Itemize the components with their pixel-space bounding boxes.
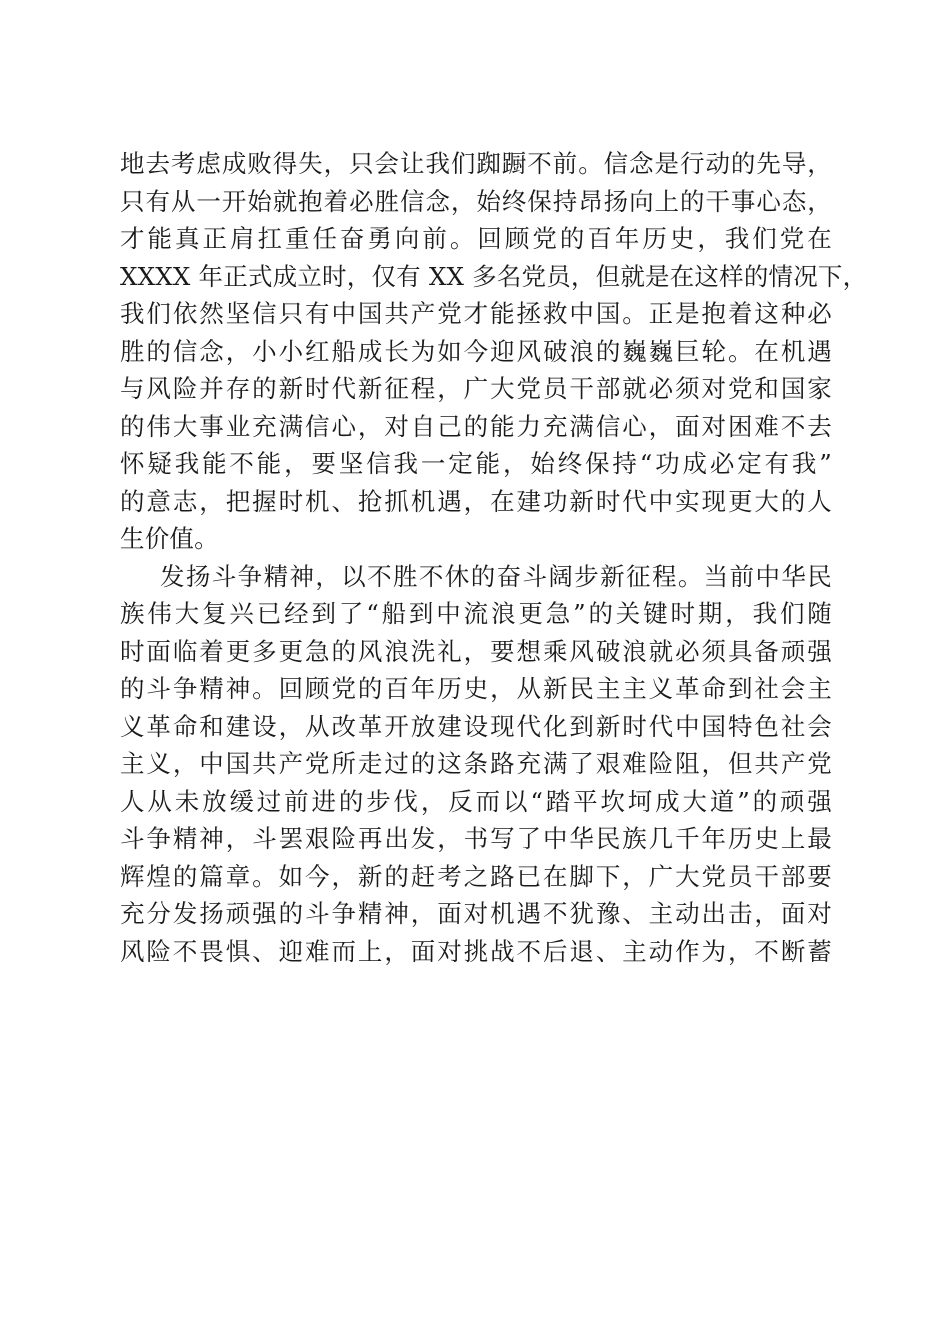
text-line: 时面临着更多更急的风浪洗礼，要想乘风破浪就必须具备顽强 [120, 636, 832, 666]
text-line: 发扬斗争精神，以不胜不休的奋斗阔步新征程。当前中华民 [160, 561, 832, 591]
text-line: 斗争精神，斗罢艰险再出发，书写了中华民族几千年历史上最 [120, 824, 832, 853]
body-text [120, 145, 868, 970]
text-line: 我们依然坚信只有中国共产党才能拯救中国。正是抱着这种必 [120, 299, 832, 328]
text-line: 义革命和建设，从改革开放建设现代化到新时代中国特色社会 [120, 711, 832, 741]
text-line: 辉煌的篇章。如今，新的赶考之路已在脚下，广大党员干部要 [120, 861, 832, 891]
text-line: 怀疑我能不能，要坚信我一定能，始终保持“功成必定有我” [120, 449, 832, 478]
text-line: 的伟大事业充满信心，对自己的能力充满信心，面对困难不去 [120, 411, 832, 441]
text-line: 人从未放缓过前进的步伐，反而以“踏平坎坷成大道”的顽强 [120, 786, 832, 816]
text-line: XXXX 年正式成立时，仅有 XX 多名党员，但就是在这样的情况下， [120, 261, 868, 291]
text-line: 的斗争精神。回顾党的百年历史，从新民主主义革命到社会主 [120, 674, 832, 703]
text-line: 地去考虑成败得失，只会让我们踟蹰不前。信念是行动的先导， [120, 149, 832, 178]
text-line: 风险不畏惧、迎难而上，面对挑战不后退、主动作为，不断蓄 [120, 936, 832, 966]
text-line: 才能真正肩扛重任奋勇向前。回顾党的百年历史，我们党在 [120, 224, 832, 253]
text-line: 充分发扬顽强的斗争精神，面对机遇不犹豫、主动出击，面对 [120, 899, 832, 928]
text-line: 族伟大复兴已经到了“船到中流浪更急”的关键时期，我们随 [120, 599, 832, 628]
paragraph-1 [120, 145, 868, 558]
paragraph-2 [120, 558, 832, 971]
text-line: 的意志，把握时机、抢抓机遇，在建功新时代中实现更大的人 [120, 486, 832, 516]
text-line: 主义，中国共产党所走过的这条路充满了艰难险阻，但共产党 [120, 749, 832, 778]
text-line: 生价值。 [120, 524, 219, 553]
text-line: 胜的信念，小小红船成长为如今迎风破浪的巍巍巨轮。在机遇 [120, 336, 832, 366]
text-line: 与风险并存的新时代新征程，广大党员干部就必须对党和国家 [120, 374, 832, 403]
text-line: 只有从一开始就抱着必胜信念，始终保持昂扬向上的干事心态， [120, 186, 832, 216]
